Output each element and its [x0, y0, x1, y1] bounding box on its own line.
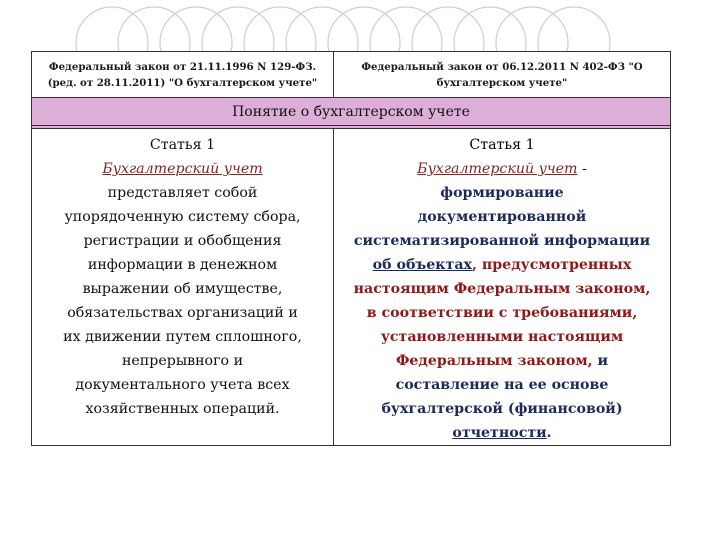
header-left-line: (ред. от 28.11.2011) "О бухгалтерском учете" [47, 76, 318, 89]
header-left-line: Федеральный закон от 21.11.1996 N 129-ФЗ. [48, 60, 317, 73]
right-line: бухгалтерской (финансовой) [381, 401, 623, 417]
right-line: . [546, 425, 552, 441]
header-left [32, 52, 334, 98]
left-article-heading: Статья 1 [149, 137, 216, 153]
right-line: формирование [440, 185, 564, 201]
left-line: регистрации и обобщения [83, 233, 282, 249]
left-line: хозяйственных операций. [85, 401, 280, 417]
left-line: выражении об имуществе, [82, 281, 283, 297]
right-line: отчетности [452, 425, 547, 441]
header-right-line: бухгалтерском учете" [436, 76, 568, 89]
right-line: установленными настоящим [380, 329, 624, 345]
left-line: информации в денежном [87, 257, 278, 273]
right-line: в соответствии с требованиями, [366, 305, 638, 321]
right-line: систематизированной информации [353, 233, 651, 249]
right-term-dash: - [577, 161, 587, 177]
right-line: Федеральным законом, [395, 353, 593, 369]
right-line: , предусмотренных [472, 257, 632, 273]
left-line: непрерывного и [121, 353, 244, 369]
right-article [334, 129, 671, 446]
right-line: и [592, 353, 609, 369]
right-line: настоящим Федеральным законом, [353, 281, 651, 297]
left-line: их движении путем сплошного, [63, 329, 302, 345]
right-article-heading: Статья 1 [469, 137, 535, 153]
right-term: Бухгалтерский учет [417, 161, 578, 177]
comparison-table [31, 51, 671, 446]
header-right-line: Федеральный закон от 06.12.2011 N 402-ФЗ "О [361, 60, 643, 73]
right-line: об объектах [372, 257, 472, 273]
left-line: документального учета всех [75, 377, 290, 393]
right-line: составление на ее основе [395, 377, 609, 393]
left-article [32, 129, 334, 446]
left-line: обязательствах организаций и [67, 305, 298, 321]
left-term: Бухгалтерский учет [102, 161, 263, 177]
right-line: документированной [417, 209, 587, 225]
section-title: Понятие о бухгалтерском учете [32, 98, 671, 126]
left-line: представляет собой [107, 185, 258, 201]
header-right [334, 52, 671, 98]
left-line: упорядоченную систему сбора, [64, 209, 301, 225]
